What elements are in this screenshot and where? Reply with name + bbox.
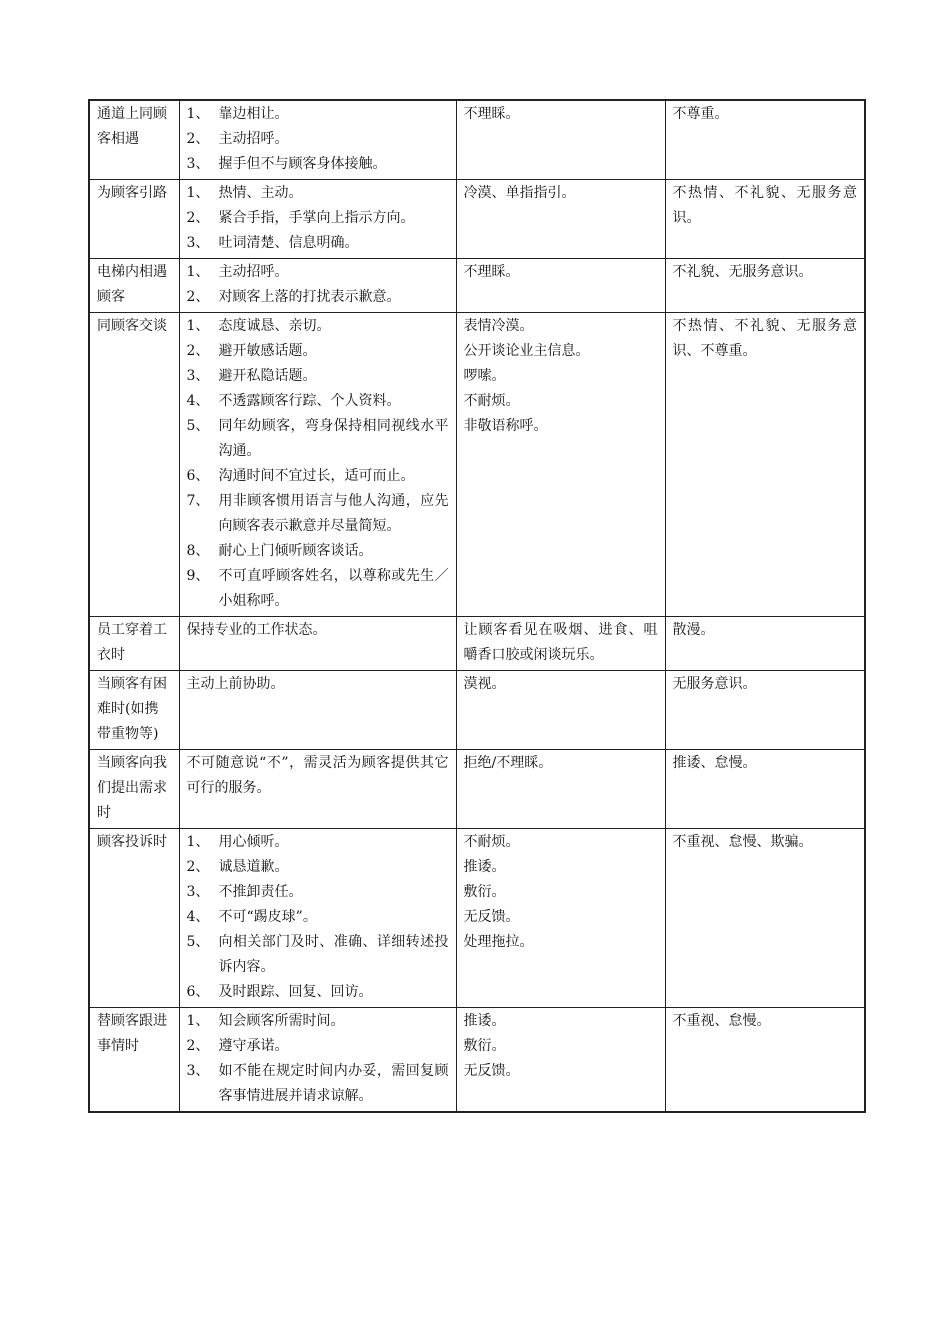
standard-item <box>187 181 449 206</box>
nature-cell: 不热情、不礼貌、无服务意识。 <box>665 180 865 259</box>
wrong-item: 冷漠、单指指引。 <box>463 185 576 201</box>
item-text: 紧合手指，手掌向上指示方向。 <box>218 210 415 226</box>
item-number: 1、 <box>186 106 210 122</box>
item-number: 3、 <box>186 1063 210 1079</box>
table-row <box>89 617 865 671</box>
standard-item <box>187 489 449 539</box>
standard-item <box>187 364 449 389</box>
item-text: 沟通时间不宜过长，适可而止。 <box>218 468 415 484</box>
wrong-practice-cell <box>456 829 665 1008</box>
item-number: 3、 <box>186 156 210 172</box>
nature-cell: 不尊重。 <box>665 100 865 180</box>
standard-cell <box>179 617 456 671</box>
standard-item <box>187 855 449 880</box>
standard-item <box>187 539 449 564</box>
item-text: 态度诚恳、亲切。 <box>218 318 331 334</box>
standard-cell <box>179 180 456 259</box>
item-text: 靠边相让。 <box>218 106 289 122</box>
nature-cell: 无服务意识。 <box>665 671 865 750</box>
standard-item <box>187 564 449 614</box>
item-number: 7、 <box>186 493 210 509</box>
item-text: 耐心上门倾听顾客谈话。 <box>218 543 373 559</box>
standard-item <box>187 285 449 310</box>
item-text: 不可直呼顾客姓名，以尊称或先生／小姐称呼。 <box>218 568 449 609</box>
table-row <box>89 180 865 259</box>
scene-cell: 当顾客有困难时(如携带重物等) <box>89 671 179 750</box>
wrong-practice-cell <box>456 259 665 313</box>
standard-item <box>187 102 449 127</box>
nature-cell: 不热情、不礼貌、无服务意识、不尊重。 <box>665 313 865 617</box>
standard-item <box>187 1009 449 1034</box>
scene-cell: 电梯内相遇顾客 <box>89 259 179 313</box>
standard-item <box>187 260 449 285</box>
standard-item <box>187 231 449 256</box>
standard-item <box>187 414 449 464</box>
standard-item <box>187 389 449 414</box>
scene-cell: 通道上同顾客相遇 <box>89 100 179 180</box>
standard-cell <box>179 671 456 750</box>
standard-cell <box>179 313 456 617</box>
nature-cell: 不礼貌、无服务意识。 <box>665 259 865 313</box>
item-text: 不推卸责任。 <box>218 884 303 900</box>
wrong-item: 不理睬。 <box>463 106 520 122</box>
standard-item <box>187 127 449 152</box>
wrong-item: 公开谈论业主信息。 <box>463 343 590 359</box>
scene-cell: 员工穿着工衣时 <box>89 617 179 671</box>
item-text: 热情、主动。 <box>218 185 303 201</box>
item-number: 4、 <box>186 909 210 925</box>
wrong-item: 无反馈。 <box>463 909 520 925</box>
standard-item <box>187 464 449 489</box>
nature-cell: 不重视、怠慢。 <box>665 1008 865 1113</box>
wrong-practice-cell <box>456 1008 665 1113</box>
table-body <box>89 100 865 1112</box>
service-standards-table <box>88 99 866 1113</box>
item-number: 8、 <box>186 543 210 559</box>
item-number: 6、 <box>186 468 210 484</box>
item-number: 1、 <box>186 1013 210 1029</box>
table-row <box>89 671 865 750</box>
wrong-text: 拒绝/不理睬。 <box>463 755 553 771</box>
standard-item <box>187 1034 449 1059</box>
table-row <box>89 313 865 617</box>
wrong-practice-cell <box>456 671 665 750</box>
item-text: 如不能在规定时间内办妥，需回复顾客事情进展并请求谅解。 <box>218 1063 449 1104</box>
scene-cell: 替顾客跟进事情时 <box>89 1008 179 1113</box>
wrong-item: 处理拖拉。 <box>463 934 534 950</box>
item-number: 3、 <box>186 884 210 900</box>
nature-cell: 散漫。 <box>665 617 865 671</box>
item-number: 4、 <box>186 393 210 409</box>
table-row <box>89 1008 865 1113</box>
nature-cell: 不重视、怠慢、欺骗。 <box>665 829 865 1008</box>
item-number: 1、 <box>186 318 210 334</box>
standard-cell <box>179 100 456 180</box>
item-text: 向相关部门及时、准确、详细转述投诉内容。 <box>218 934 449 975</box>
item-text: 知会顾客所需时间。 <box>218 1013 345 1029</box>
wrong-item: 推诿。 <box>463 859 506 875</box>
item-text: 避开私隐话题。 <box>218 368 317 384</box>
item-text: 吐词清楚、信息明确。 <box>218 235 359 251</box>
item-text: 避开敏感话题。 <box>218 343 317 359</box>
wrong-item: 表情冷漠。 <box>463 318 534 334</box>
standard-item <box>187 930 449 980</box>
wrong-item: 无反馈。 <box>463 1063 520 1079</box>
scene-cell: 当顾客向我们提出需求时 <box>89 750 179 829</box>
wrong-practice-cell <box>456 180 665 259</box>
scene-cell: 顾客投诉时 <box>89 829 179 1008</box>
table-row <box>89 100 865 180</box>
wrong-item: 不耐烦。 <box>463 834 520 850</box>
table-row <box>89 259 865 313</box>
wrong-item: 敷衍。 <box>463 884 506 900</box>
standard-text: 不可随意说“不”，需灵活为顾客提供其它可行的服务。 <box>186 755 449 796</box>
standard-item <box>187 880 449 905</box>
standard-item <box>187 314 449 339</box>
wrong-text: 漠视。 <box>463 676 506 692</box>
scene-cell: 同顾客交谈 <box>89 313 179 617</box>
item-text: 主动招呼。 <box>218 264 289 280</box>
item-number: 9、 <box>186 568 210 584</box>
item-text: 不透露顾客行踪、个人资料。 <box>218 393 401 409</box>
item-number: 2、 <box>186 131 210 147</box>
wrong-item: 推诿。 <box>463 1013 506 1029</box>
item-text: 用非顾客惯用语言与他人沟通，应先向顾客表示歉意并尽量简短。 <box>218 493 449 534</box>
standard-item <box>187 206 449 231</box>
standard-cell <box>179 1008 456 1113</box>
standard-item <box>187 980 449 1005</box>
item-text: 不可“踢皮球”。 <box>218 909 317 925</box>
wrong-text: 让顾客看见在吸烟、进食、咀嚼香口胶或闲谈玩乐。 <box>463 622 658 663</box>
item-number: 2、 <box>186 210 210 226</box>
standard-item <box>187 905 449 930</box>
wrong-practice-cell <box>456 617 665 671</box>
item-number: 2、 <box>186 343 210 359</box>
wrong-practice-cell <box>456 313 665 617</box>
item-number: 5、 <box>186 418 210 434</box>
item-number: 5、 <box>186 934 210 950</box>
item-number: 1、 <box>186 834 210 850</box>
item-number: 6、 <box>186 984 210 1000</box>
item-text: 同年幼顾客，弯身保持相同视线水平沟通。 <box>218 418 449 459</box>
standard-text: 保持专业的工作状态。 <box>186 622 327 638</box>
table-row <box>89 750 865 829</box>
wrong-practice-cell <box>456 100 665 180</box>
wrong-practice-cell <box>456 750 665 829</box>
wrong-item: 不理睬。 <box>463 264 520 280</box>
wrong-item: 非敬语称呼。 <box>463 418 548 434</box>
item-text: 对顾客上落的打扰表示歉意。 <box>218 289 401 305</box>
item-text: 握手但不与顾客身体接触。 <box>218 156 387 172</box>
standard-cell <box>179 259 456 313</box>
standard-item <box>187 830 449 855</box>
scene-cell: 为顾客引路 <box>89 180 179 259</box>
item-text: 主动招呼。 <box>218 131 289 147</box>
table-row <box>89 829 865 1008</box>
standard-item <box>187 1059 449 1109</box>
standard-text: 主动上前协助。 <box>186 676 285 692</box>
wrong-item: 啰嗦。 <box>463 368 506 384</box>
nature-cell: 推诿、怠慢。 <box>665 750 865 829</box>
item-text: 遵守承诺。 <box>218 1038 289 1054</box>
standard-item <box>187 152 449 177</box>
item-text: 诚恳道歉。 <box>218 859 289 875</box>
wrong-item: 敷衍。 <box>463 1038 506 1054</box>
item-text: 用心倾听。 <box>218 834 289 850</box>
standard-item <box>187 339 449 364</box>
standard-cell <box>179 750 456 829</box>
item-number: 3、 <box>186 235 210 251</box>
standard-cell <box>179 829 456 1008</box>
item-text: 及时跟踪、回复、回访。 <box>218 984 373 1000</box>
item-number: 1、 <box>186 264 210 280</box>
item-number: 2、 <box>186 289 210 305</box>
wrong-item: 不耐烦。 <box>463 393 520 409</box>
item-number: 3、 <box>186 368 210 384</box>
item-number: 1、 <box>186 185 210 201</box>
item-number: 2、 <box>186 859 210 875</box>
item-number: 2、 <box>186 1038 210 1054</box>
